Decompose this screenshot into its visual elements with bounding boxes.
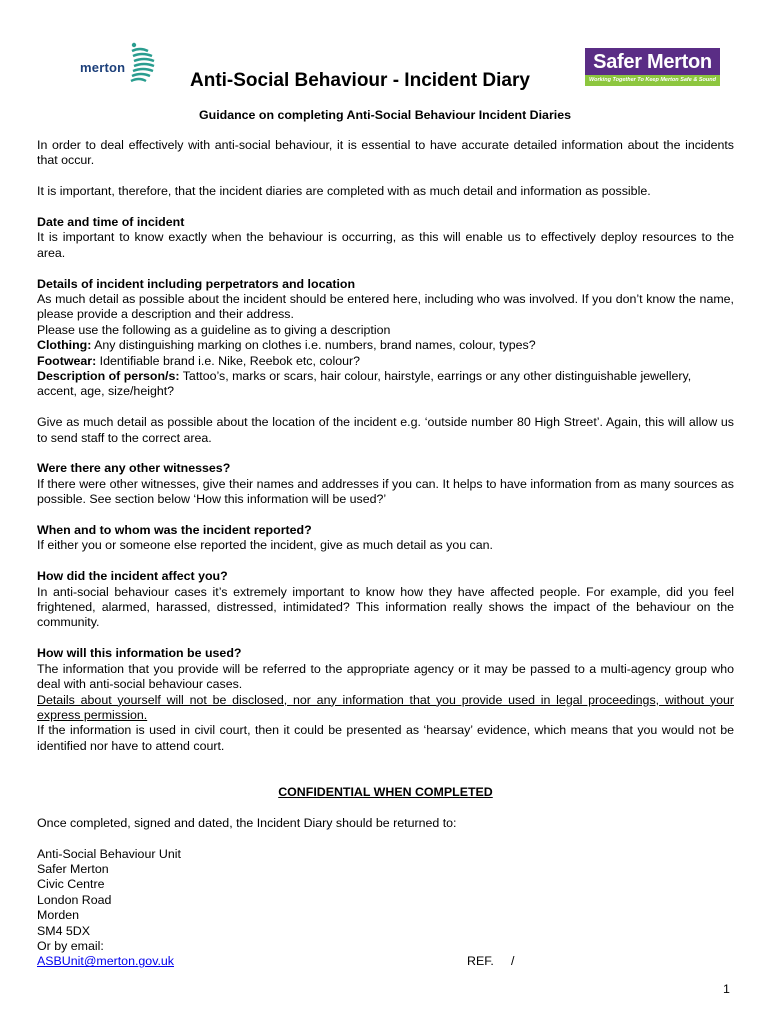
clothing-text: Any distinguishing marking on clothes i.e. numbers, brand names, colour, types? <box>91 338 536 353</box>
usage-body-1: The information that you provide will be referred to the appropriate agency or it may be passed to a multi-agency group who deal with anti-social behaviour cases. <box>37 661 734 692</box>
date-time-heading: Date and time of incident <box>37 215 185 229</box>
affect-body: In anti-social behaviour cases it’s extremely important to know how they have affected people. For example, did you feel frightened, alarmed, harassed, distressed, intimidated? This information really shows the impact of the behaviour on the community. <box>37 584 734 630</box>
ref-field: REF. / <box>467 954 515 969</box>
confidential-heading: CONFIDENTIAL WHEN COMPLETED <box>278 784 493 799</box>
reported-heading: When and to whom was the incident reported? <box>37 523 312 538</box>
return-instructions: Once completed, signed and dated, the Incident Diary should be returned to: <box>37 815 457 830</box>
address-line: Safer Merton <box>37 861 109 876</box>
address-line: Morden <box>37 908 80 923</box>
merton-waves-icon <box>130 42 158 86</box>
description-text: Tattoo’s, marks or scars, hair colour, hairstyle, earrings or any other distinguishable jewellery, accent, age, size/height? <box>37 369 692 399</box>
email-link[interactable]: ASBUnit@merton.gov.uk <box>37 954 174 969</box>
safer-merton-tagline: Working Together To Keep Merton Safe & Sound <box>585 75 720 86</box>
usage-body-3: If the information is used in civil court, then it could be presented as ‘hearsay’ evidence, which means that you would not be identified nor have to attend court. <box>37 723 734 753</box>
footwear-text: Identifiable brand i.e. Nike, Reebok etc, colour? <box>96 353 361 368</box>
details-body-2: Please use the following as a guideline as to giving a description <box>37 322 391 337</box>
address-line: London Road <box>37 892 112 907</box>
safer-merton-logo <box>585 48 720 88</box>
safer-merton-name: Safer Merton <box>585 48 720 76</box>
date-time-body: It is important to know exactly when the behaviour is occurring, as this will enable us to effectively deploy resources to the area. <box>37 230 734 260</box>
usage-heading: How will this information be used? <box>37 646 242 661</box>
details-body-1: As much detail as possible about the incident should be entered here, including who was involved. If you don’t know the name, please provide a description and their address. <box>37 292 734 322</box>
affect-heading: How did the incident affect you? <box>37 569 228 584</box>
page-number: 1 <box>723 982 730 996</box>
address-line: Civic Centre <box>37 877 105 892</box>
witnesses-body: If there were other witnesses, give their names and addresses if you can. It helps to have information from as many sources as possible. See section below ‘How this information will be used?’ <box>37 476 734 507</box>
description-label: Description of person/s: <box>37 369 180 384</box>
address-line: Or by email: <box>37 938 104 953</box>
merton-logo-text: merton <box>80 60 126 75</box>
email-line <box>37 954 734 969</box>
page-title: Anti-Social Behaviour - Incident Diary <box>190 70 530 91</box>
reported-body: If either you or someone else reported the incident, give as much detail as you can. <box>37 538 493 553</box>
clothing-line <box>37 338 734 353</box>
footwear-line <box>37 354 734 369</box>
address-line: Anti-Social Behaviour Unit <box>37 846 181 861</box>
page-subtitle: Guidance on completing Anti-Social Behaviour Incident Diaries <box>198 108 571 122</box>
witnesses-heading: Were there any other witnesses? <box>37 461 231 476</box>
merton-logo <box>80 42 160 86</box>
details-heading: Details of incident including perpetrators and location <box>37 276 356 291</box>
usage-body-2: Details about yourself will not be disclosed, nor any information that you provide used in legal proceedings, without your express permission. <box>37 692 734 722</box>
intro-paragraph-2: It is important, therefore, that the incident diaries are completed with as much detail and information as possible. <box>37 184 651 199</box>
address-line: SM4 5DX <box>37 923 91 938</box>
guidance-content <box>37 138 734 970</box>
footwear-label: Footwear: <box>37 353 97 368</box>
location-paragraph: Give as much detail as possible about the location of the incident e.g. ‘outside number 80 High Street’. Again, this will allow us to send staff to the correct area. <box>37 415 734 445</box>
intro-paragraph-1: In order to deal effectively with anti-social behaviour, it is essential to have accurate detailed information about the incidents that occur. <box>37 138 734 168</box>
clothing-label: Clothing: <box>37 338 92 353</box>
description-line <box>37 369 734 400</box>
